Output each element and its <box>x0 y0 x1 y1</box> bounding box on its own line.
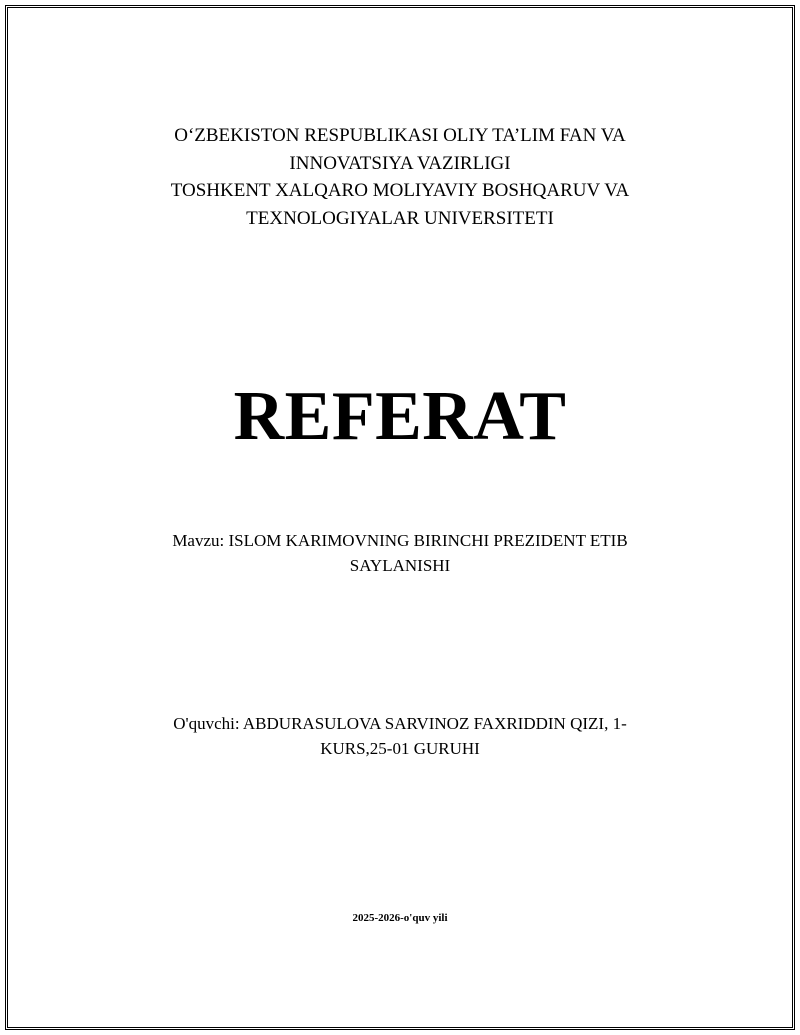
document-title: REFERAT <box>233 378 567 455</box>
student-line: KURS,25-01 GURUHI <box>320 739 480 758</box>
topic-line: SAYLANISHI <box>349 556 451 575</box>
academic-year: 2025-2026-o'quv yili <box>352 912 448 924</box>
topic <box>40 528 760 578</box>
institution-header <box>40 122 760 232</box>
header-line: INNOVATSIYA VAZIRLIGI <box>289 152 511 174</box>
header-line: TOSHKENT XALQARO MOLIYAVIY BOSHQARUV VA <box>170 180 630 201</box>
topic-line: Mavzu: ISLOM KARIMOVNING BIRINCHI PREZIDENT ETIB <box>172 531 628 550</box>
student-info <box>40 711 760 761</box>
header-line: TEXNOLOGIYALAR UNIVERSITETI <box>246 207 554 229</box>
student-line: O'quvchi: ABDURASULOVA SARVINOZ FAXRIDDIN QIZI, 1- <box>173 714 627 733</box>
header-line: O‘ZBEKISTON RESPUBLIKASI OLIY TA’LIM FAN VA <box>174 125 626 146</box>
